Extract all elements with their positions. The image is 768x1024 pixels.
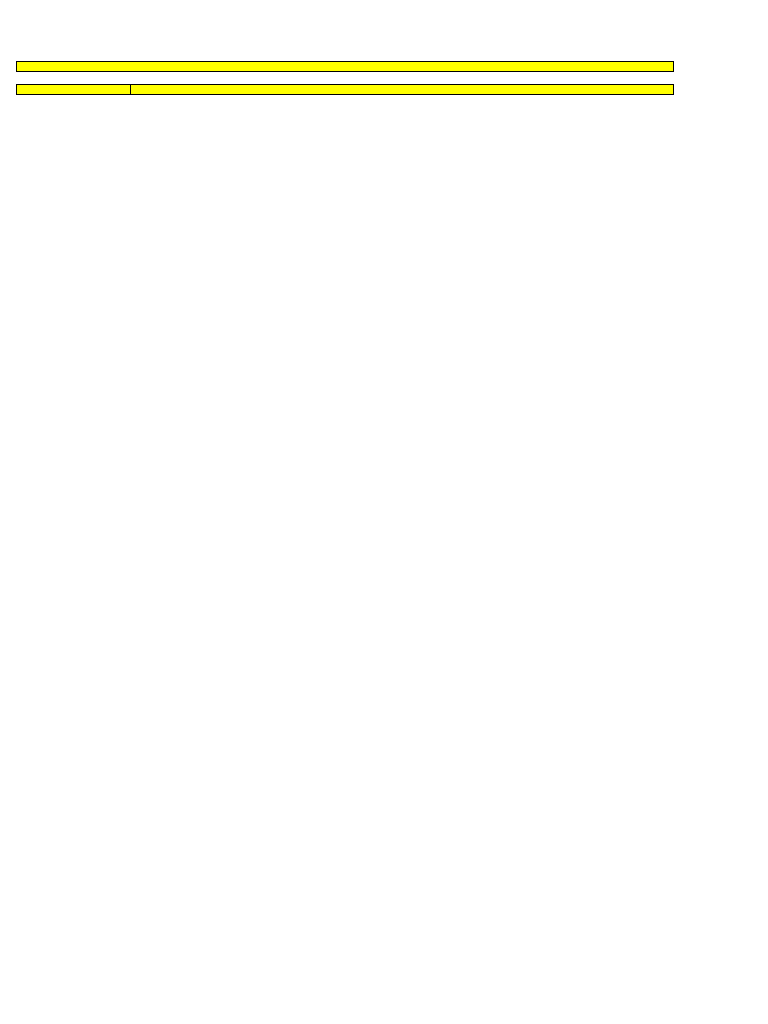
project-label (18, 85, 131, 94)
title-bar (16, 61, 674, 72)
project-bar (16, 84, 674, 95)
